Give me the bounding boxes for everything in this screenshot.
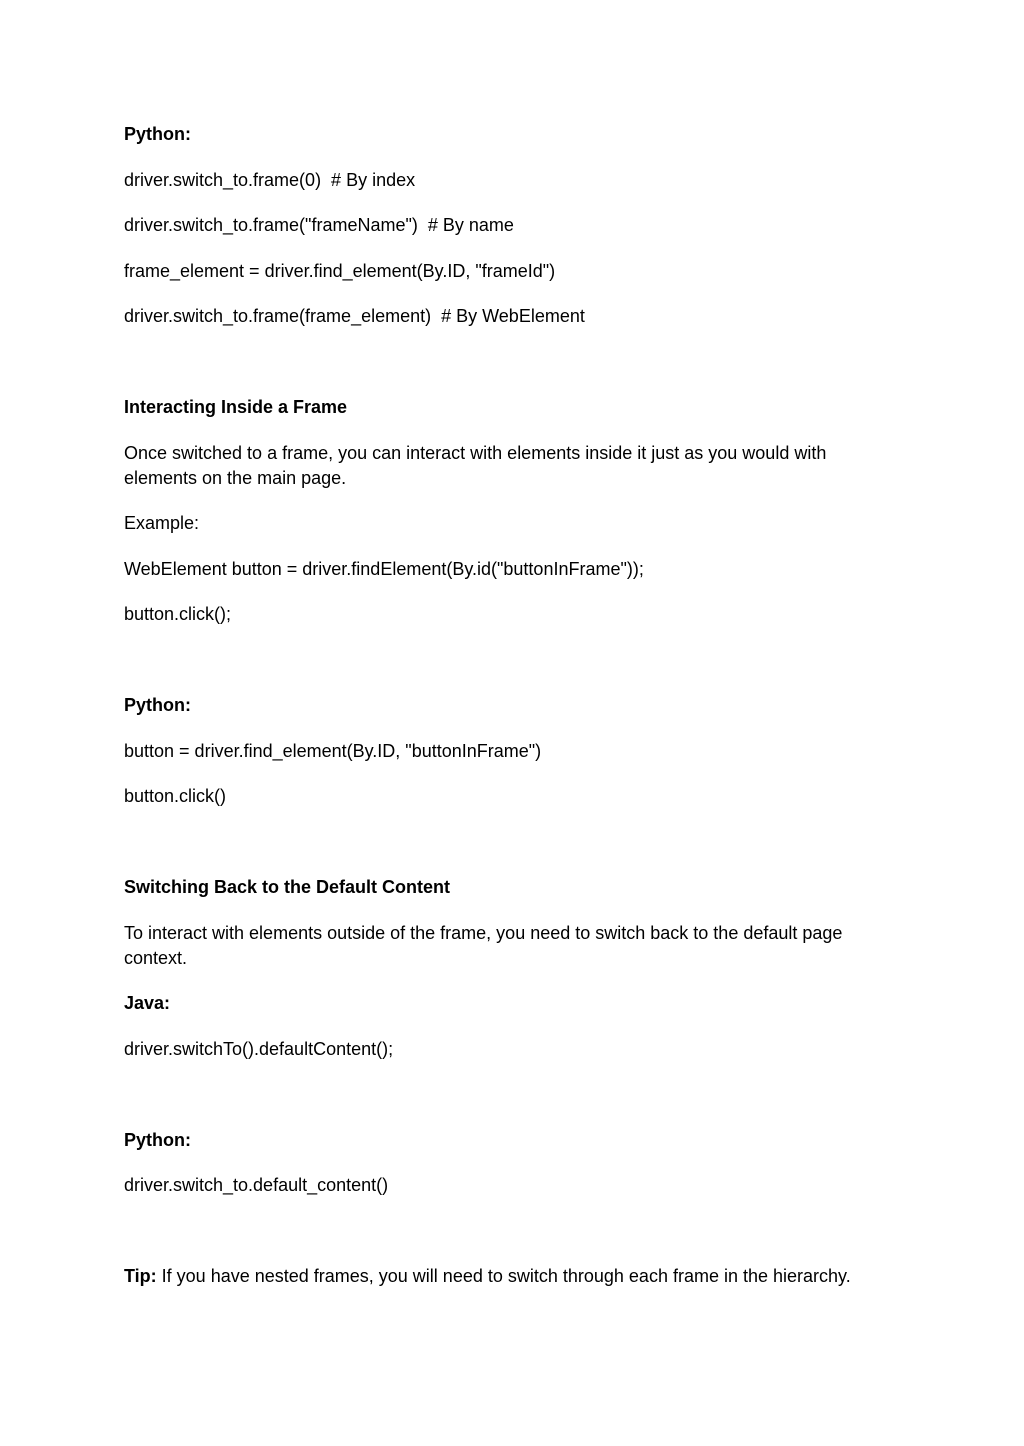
java-label: Java: [124,993,171,1013]
code-line-switch-by-webelement: driver.switch_to.frame(frame_element) # By WebElement [124,306,585,326]
code-line-java-default-content: driver.switchTo().defaultContent(); [124,1038,394,1059]
tip-text: If you have nested frames, you will need to switch through each frame in the hierarchy. [156,1266,851,1286]
tip-paragraph [124,1264,904,1289]
code-line-python-find-button: button = driver.find_element(By.ID, "buttonInFrame") [124,740,542,761]
section-heading-interacting: Interacting Inside a Frame [124,397,348,417]
code-line-python-default-content: driver.switch_to.default_content() [124,1175,389,1195]
paragraph-switching-back: To interact with elements outside of the frame, you need to switch back to the default page context. [124,922,848,968]
code-line-switch-by-index: driver.switch_to.frame(0) # By index [124,169,416,190]
python-heading-2: Python: [124,695,191,715]
code-line-java-click: button.click(); [124,604,232,624]
tip-label: Tip: [124,1266,157,1286]
python-heading-3: Python: [124,1129,191,1150]
code-line-switch-by-name: driver.switch_to.frame("frameName") # By name [124,215,514,235]
example-label: Example: [124,513,200,533]
document-page [124,122,904,1289]
paragraph-interacting: Once switched to a frame, you can interact with elements inside it just as you would with elements on the main page. [124,442,832,488]
code-line-find-frame-element: frame_element = driver.find_element(By.ID, "frameId") [124,260,556,281]
python-heading-1: Python: [124,124,191,144]
code-line-java-find-button: WebElement button = driver.findElement(By.id("buttonInFrame")); [124,558,644,579]
code-line-python-click: button.click() [124,786,227,806]
section-heading-switching-back: Switching Back to the Default Content [124,877,451,897]
